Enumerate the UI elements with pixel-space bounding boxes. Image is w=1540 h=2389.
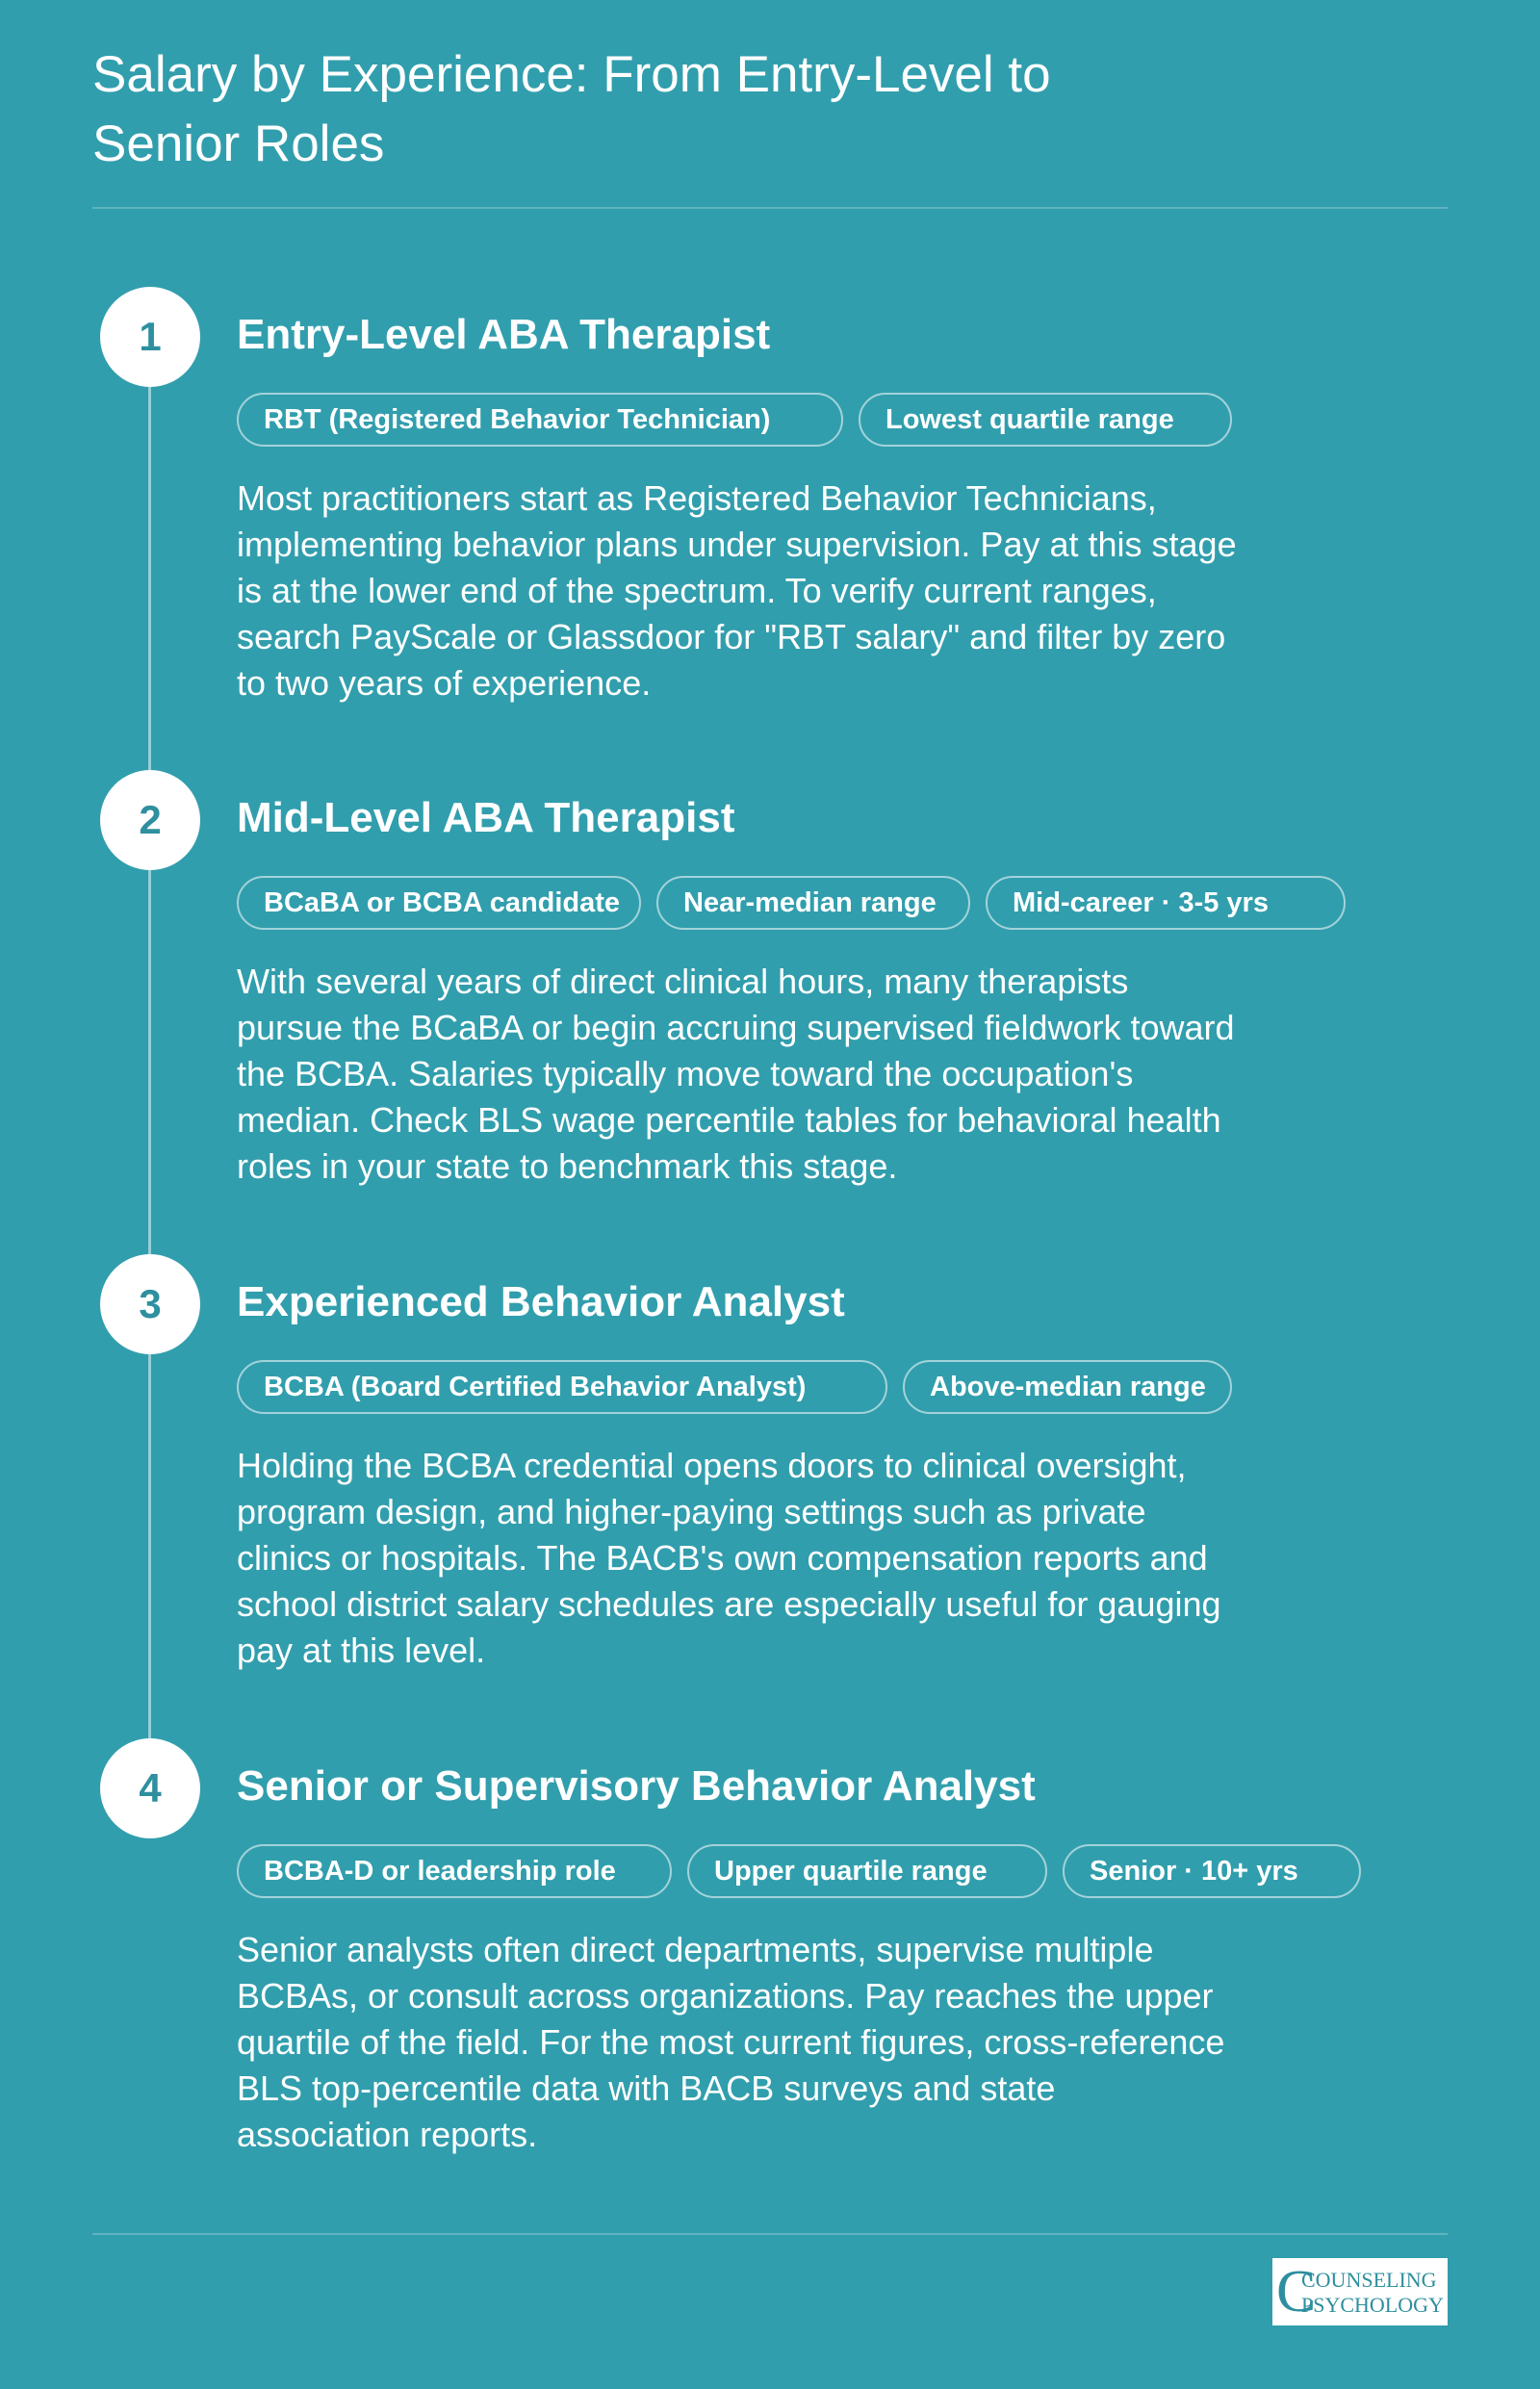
step-title: Senior or Supervisory Behavior Analyst <box>237 1762 1036 1810</box>
logo-text-line1: COUNSELING <box>1301 2268 1437 2292</box>
step-title: Experienced Behavior Analyst <box>237 1278 845 1325</box>
step-number-circle: 1 <box>100 287 200 387</box>
counseling-psychology-logo <box>1272 2258 1448 2325</box>
badge-row <box>237 393 1232 447</box>
salary-range-badge: Above-median range <box>903 1360 1232 1414</box>
step-description: Holding the BCBA credential opens doors to clinical oversight, program design, and higher-paying settings such as private clinics or hospitals. The BACB's own compensation reports and school district salary schedules are especially useful for gauging pay at this level. <box>237 1446 1221 1670</box>
salary-range-badge: Upper quartile range <box>687 1844 1047 1898</box>
footer-divider <box>92 2233 1448 2235</box>
page-title: Salary by Experience: From Entry-Level to Senior Roles <box>92 46 1051 172</box>
salary-range-badge: Lowest quartile range <box>859 393 1232 447</box>
badge-row <box>237 876 1346 930</box>
step-description: Senior analysts often direct departments, supervise multiple BCBAs, or consult across organizations. Pay reaches the upper quartile of the field. For the most current figures, cross-reference BLS top-percentile data with BACB surveys and state association reports. <box>237 1930 1225 2154</box>
step-number-circle: 2 <box>100 770 200 870</box>
credential-badge: BCaBA or BCBA candidate <box>237 876 641 930</box>
step-description: With several years of direct clinical hours, many therapists pursue the BCaBA or begin accruing supervised fieldwork toward the BCBA. Salaries typically move toward the occupation's median. Check BLS wage percentile tables for behavioral health roles in your state to benchmark this stage. <box>237 962 1235 1186</box>
logo-text-line2: PSYCHOLOGY <box>1301 2293 1444 2317</box>
experience-badge: Mid-career · 3-5 yrs <box>986 876 1346 930</box>
badge-row <box>237 1360 1232 1414</box>
salary-range-badge: Near-median range <box>656 876 970 930</box>
step-description: Most practitioners start as Registered Behavior Technicians, implementing behavior plans under supervision. Pay at this stage is at the lower end of the spectrum. To verify current ranges, search PayScale or Glassdoor for "RBT salary" and filter by zero to two years of experience. <box>237 478 1237 703</box>
timeline-line <box>148 318 151 1790</box>
logo-mark-icon: C <box>1276 2259 1317 2325</box>
badge-row <box>237 1844 1361 1898</box>
credential-badge: RBT (Registered Behavior Technician) <box>237 393 843 447</box>
step-number-circle: 4 <box>100 1738 200 1838</box>
credential-badge: BCBA (Board Certified Behavior Analyst) <box>237 1360 887 1414</box>
step-number-circle: 3 <box>100 1254 200 1354</box>
step-title: Entry-Level ABA Therapist <box>237 311 771 358</box>
credential-badge: BCBA-D or leadership role <box>237 1844 672 1898</box>
header-divider <box>92 207 1448 209</box>
experience-badge: Senior · 10+ yrs <box>1063 1844 1361 1898</box>
step-title: Mid-Level ABA Therapist <box>237 794 735 841</box>
